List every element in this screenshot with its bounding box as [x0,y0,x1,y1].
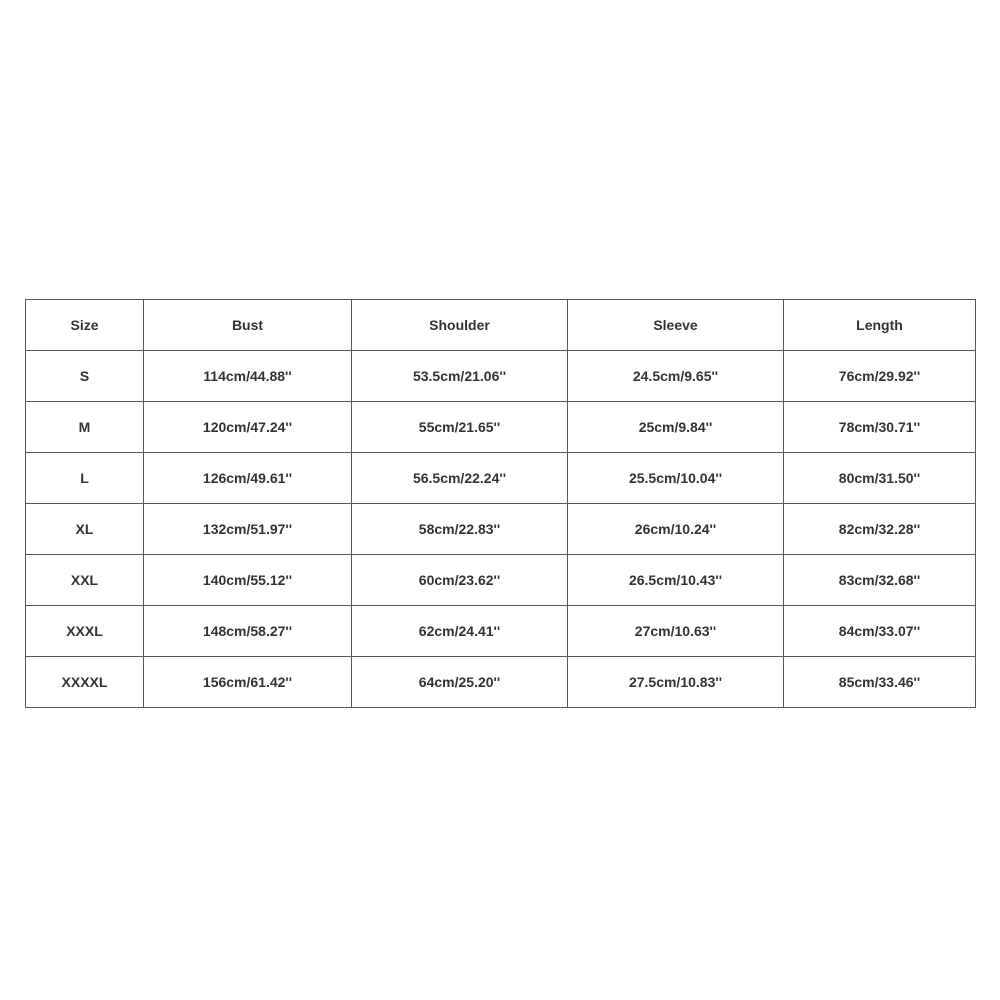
cell-shoulder: 55cm/21.65'' [352,402,568,453]
cell-length: 76cm/29.92'' [784,351,976,402]
table-row [26,606,976,657]
cell-bust: 114cm/44.88'' [144,351,352,402]
cell-sleeve: 25cm/9.84'' [568,402,784,453]
table-row [26,351,976,402]
cell-sleeve: 25.5cm/10.04'' [568,453,784,504]
cell-sleeve: 24.5cm/9.65'' [568,351,784,402]
cell-sleeve: 26cm/10.24'' [568,504,784,555]
cell-shoulder: 58cm/22.83'' [352,504,568,555]
header-bust: Bust [144,300,352,351]
cell-bust: 126cm/49.61'' [144,453,352,504]
table-row [26,555,976,606]
cell-size: S [26,351,144,402]
cell-sleeve: 27.5cm/10.83'' [568,657,784,708]
cell-size: XXXXL [26,657,144,708]
header-length: Length [784,300,976,351]
cell-bust: 156cm/61.42'' [144,657,352,708]
cell-bust: 148cm/58.27'' [144,606,352,657]
cell-size: L [26,453,144,504]
cell-shoulder: 64cm/25.20'' [352,657,568,708]
table-row [26,453,976,504]
header-size: Size [26,300,144,351]
cell-shoulder: 60cm/23.62'' [352,555,568,606]
table-row [26,504,976,555]
cell-shoulder: 62cm/24.41'' [352,606,568,657]
cell-length: 84cm/33.07'' [784,606,976,657]
table-row [26,657,976,708]
cell-length: 85cm/33.46'' [784,657,976,708]
cell-length: 82cm/32.28'' [784,504,976,555]
cell-size: M [26,402,144,453]
cell-size: XXL [26,555,144,606]
cell-bust: 120cm/47.24'' [144,402,352,453]
cell-shoulder: 56.5cm/22.24'' [352,453,568,504]
size-chart-table [25,299,976,708]
table-header-row [26,300,976,351]
cell-bust: 132cm/51.97'' [144,504,352,555]
header-shoulder: Shoulder [352,300,568,351]
cell-size: XL [26,504,144,555]
cell-length: 78cm/30.71'' [784,402,976,453]
table-row [26,402,976,453]
cell-length: 80cm/31.50'' [784,453,976,504]
cell-size: XXXL [26,606,144,657]
cell-length: 83cm/32.68'' [784,555,976,606]
header-sleeve: Sleeve [568,300,784,351]
cell-bust: 140cm/55.12'' [144,555,352,606]
cell-sleeve: 27cm/10.63'' [568,606,784,657]
cell-shoulder: 53.5cm/21.06'' [352,351,568,402]
cell-sleeve: 26.5cm/10.43'' [568,555,784,606]
